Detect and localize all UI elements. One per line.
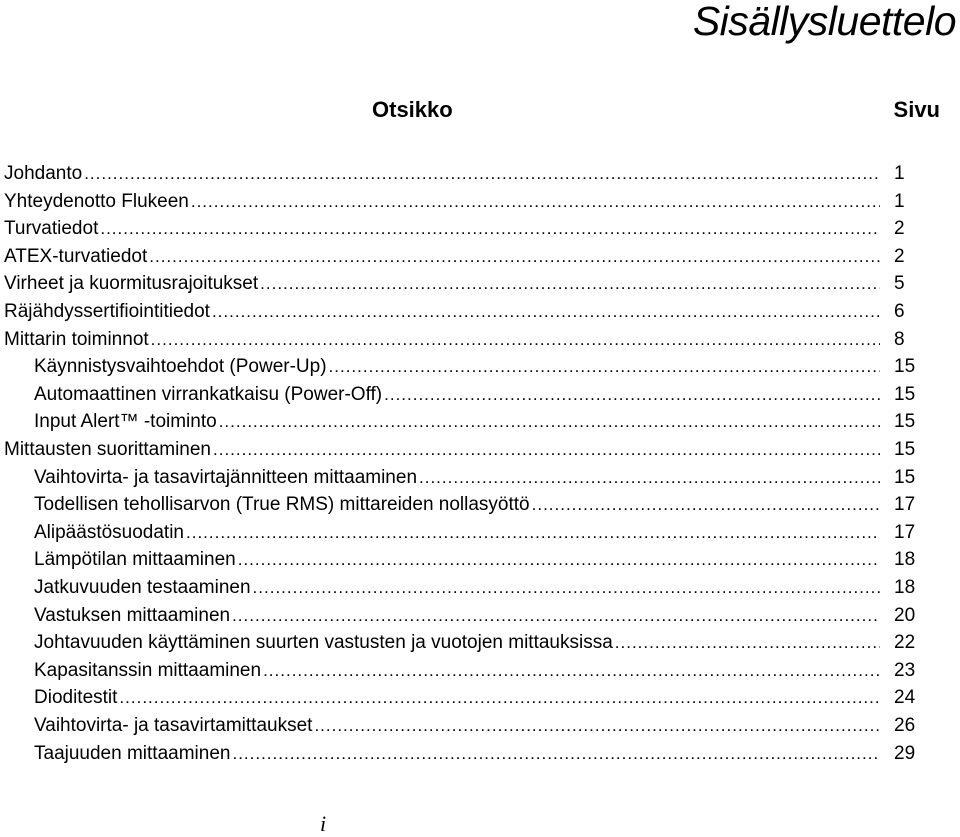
toc-entry[interactable] xyxy=(4,160,905,187)
dot-leader xyxy=(191,188,880,215)
toc-entry-label: Lämpötilan mittaaminen xyxy=(34,549,236,570)
dot-leader xyxy=(219,408,880,435)
toc-entry-page-number: 23 xyxy=(894,660,916,681)
toc-entry-page-number: 6 xyxy=(894,301,905,322)
toc-entry[interactable] xyxy=(4,215,905,242)
toc-entry-label: Käynnistysvaihtoehdot (Power-Up) xyxy=(34,356,327,377)
toc-entry[interactable] xyxy=(4,188,905,215)
dot-leader xyxy=(419,464,880,491)
toc-entry-label: Kapasitanssin mittaaminen xyxy=(34,660,262,681)
toc-entry-page-number: 17 xyxy=(894,522,916,543)
toc-entry[interactable] xyxy=(34,740,916,767)
toc-entry-label: Taajuuden mittaaminen xyxy=(34,743,231,764)
toc-entry-page-number: 18 xyxy=(894,577,916,598)
toc-entry[interactable] xyxy=(34,574,916,601)
toc-entry-label: Vastuksen mittaaminen xyxy=(34,605,231,626)
toc-entry[interactable] xyxy=(34,519,916,546)
toc-entry-page-number: 29 xyxy=(894,743,916,764)
dot-leader xyxy=(232,602,880,629)
toc-entry[interactable] xyxy=(4,436,916,463)
dot-leader xyxy=(384,381,880,408)
toc-entry-page-number: 1 xyxy=(894,191,905,212)
dot-leader xyxy=(84,160,880,187)
toc-entry-page-number: 15 xyxy=(894,411,916,432)
dot-leader xyxy=(232,740,880,767)
page-number-footer: i xyxy=(320,811,327,836)
toc-entry[interactable] xyxy=(34,464,916,491)
dot-leader xyxy=(314,712,880,739)
toc-entry[interactable] xyxy=(34,712,916,739)
document-title: Sisällysluettelo xyxy=(692,0,956,44)
toc-entry-label: Todellisen tehollisarvon (True RMS) mittareiden nollasyöttö xyxy=(34,494,530,515)
toc-entry-page-number: 5 xyxy=(894,273,905,294)
dot-leader xyxy=(213,436,880,463)
dot-leader xyxy=(329,353,880,380)
toc-entry-page-number: 24 xyxy=(894,687,916,708)
toc-entry-label: Vaihtovirta- ja tasavirtajännitteen mittaaminen xyxy=(34,467,418,488)
toc-entry-label: Virheet ja kuormitusrajoitukset xyxy=(4,273,259,294)
dot-leader xyxy=(260,270,880,297)
toc-entry-page-number: 1 xyxy=(894,163,905,184)
dot-leader xyxy=(100,215,880,242)
dot-leader xyxy=(253,574,880,601)
toc-entry-page-number: 15 xyxy=(894,439,916,460)
toc-entry-page-number: 2 xyxy=(894,218,905,239)
toc-entry-label: Dioditestit xyxy=(34,687,118,708)
dot-leader xyxy=(238,546,880,573)
toc-entry-label: Turvatiedot xyxy=(4,218,99,239)
toc-entry[interactable] xyxy=(34,546,916,573)
dot-leader xyxy=(615,629,880,656)
toc-entry[interactable] xyxy=(4,326,905,353)
toc-entry[interactable] xyxy=(4,298,905,325)
dot-leader xyxy=(186,519,880,546)
toc-entry-page-number: 2 xyxy=(894,246,905,267)
dot-leader xyxy=(532,491,880,518)
dot-leader xyxy=(212,298,880,325)
toc-entry-page-number: 15 xyxy=(894,356,916,377)
toc-entry-label: Mittarin toiminnot xyxy=(4,329,149,350)
toc-entry[interactable] xyxy=(34,381,916,408)
toc-entry[interactable] xyxy=(34,408,916,435)
toc-entry-page-number: 17 xyxy=(894,494,916,515)
dot-leader xyxy=(119,684,880,711)
column-heading-title: Otsikko xyxy=(372,97,453,122)
toc-entry-label: Alipäästösuodatin xyxy=(34,522,184,543)
dot-leader xyxy=(149,243,880,270)
toc-entry-label: Automaattinen virrankatkaisu (Power-Off) xyxy=(34,384,383,405)
dot-leader xyxy=(263,657,880,684)
column-heading-page: Sivu xyxy=(893,97,940,122)
toc-entry-page-number: 20 xyxy=(894,605,916,626)
toc-entry-label: Vaihtovirta- ja tasavirtamittaukset xyxy=(34,715,313,736)
toc-entry-label: Input Alert™ -toiminto xyxy=(34,411,217,432)
toc-entry[interactable] xyxy=(34,353,916,380)
toc-entry-page-number: 8 xyxy=(894,329,905,350)
toc-entry-page-number: 15 xyxy=(894,384,916,405)
toc-entry[interactable] xyxy=(34,684,916,711)
toc-entry[interactable] xyxy=(4,270,905,297)
toc-entry-page-number: 15 xyxy=(894,467,916,488)
toc-entry-label: ATEX-turvatiedot xyxy=(4,246,148,267)
toc-entry-label: Mittausten suorittaminen xyxy=(4,439,211,460)
toc-entry-page-number: 18 xyxy=(894,549,916,570)
toc-entry[interactable] xyxy=(34,629,916,656)
toc-entry[interactable] xyxy=(4,243,905,270)
toc-entry-page-number: 22 xyxy=(894,632,916,653)
toc-entry-label: Johtavuuden käyttäminen suurten vastusten ja vuotojen mittauksissa xyxy=(34,632,613,653)
toc-entry[interactable] xyxy=(34,602,916,629)
toc-entry[interactable] xyxy=(34,491,916,518)
toc-entry-label: Räjähdyssertifiointitiedot xyxy=(4,301,210,322)
dot-leader xyxy=(151,326,880,353)
toc-entry-label: Johdanto xyxy=(4,163,83,184)
toc-entry-page-number: 26 xyxy=(894,715,916,736)
toc-entry-label: Yhteydenotto Flukeen xyxy=(4,191,189,212)
toc-entry-label: Jatkuvuuden testaaminen xyxy=(34,577,251,598)
toc-entry[interactable] xyxy=(34,657,916,684)
